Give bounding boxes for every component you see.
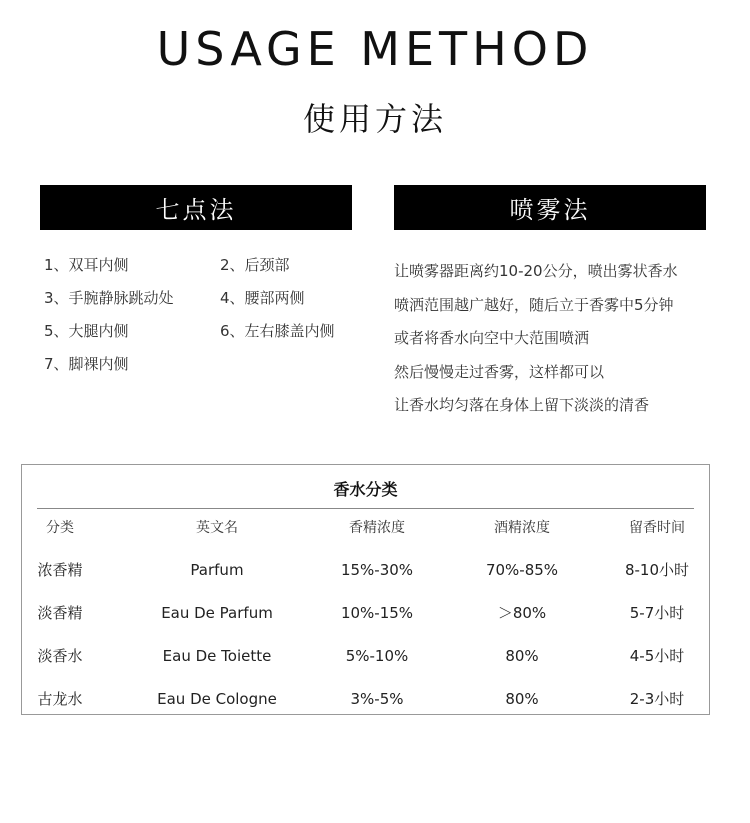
point-item: 7、脚裸内侧 (44, 355, 129, 373)
spray-method-text (394, 255, 734, 423)
table-header-row (22, 513, 709, 543)
table-row (22, 555, 709, 585)
cell-essence: 10%-15% (340, 604, 414, 622)
cell-english-name: Parfum (190, 561, 244, 579)
cell-lasting: 5-7小时 (629, 604, 685, 622)
cell-lasting: 8-10小时 (624, 561, 690, 579)
header-lasting-time: 留香时间 (629, 520, 685, 536)
cell-essence: 5%-10% (345, 647, 409, 665)
cell-category: 淡香水 (37, 647, 83, 665)
page-subtitle: 使用方法 (302, 100, 447, 138)
perfume-classification-table (21, 464, 710, 715)
point-item: 5、大腿内侧 (44, 322, 129, 340)
point-item: 3、手腕静脉跳动处 (44, 289, 174, 307)
point-item: 2、后颈部 (220, 256, 290, 274)
cell-lasting: 2-3小时 (629, 690, 685, 708)
header-essence-concentration: 香精浓度 (349, 520, 405, 536)
cell-english-name: Eau De Cologne (157, 690, 277, 708)
header-category: 分类 (46, 520, 74, 536)
header-english-name: 英文名 (196, 520, 238, 536)
page-title: USAGE METHOD (156, 22, 594, 76)
spray-line: 然后慢慢走过香雾，这样都可以 (394, 362, 605, 381)
spray-line: 让香水均匀落在身体上留下淡淡的清香 (394, 396, 650, 414)
cell-english-name: Eau De Parfum (161, 604, 273, 622)
point-item: 4、腰部两侧 (220, 289, 305, 307)
point-item: 1、双耳内侧 (44, 256, 129, 274)
seven-points-heading: 七点法 (40, 185, 352, 230)
cell-alcohol: 80% (505, 690, 539, 708)
cell-essence: 3%-5% (350, 690, 404, 708)
spray-method-heading: 喷雾法 (394, 185, 706, 230)
cell-alcohol: ＞80% (497, 604, 547, 622)
table-title: 香水分类 (333, 480, 398, 499)
table-divider (37, 508, 694, 509)
cell-alcohol: 70%-85% (485, 561, 559, 579)
cell-essence: 15%-30% (340, 561, 414, 579)
cell-lasting: 4-5小时 (629, 647, 685, 665)
header-alcohol-concentration: 酒精浓度 (494, 520, 550, 536)
table-row (22, 641, 709, 671)
table-row (22, 598, 709, 628)
table-row (22, 684, 709, 714)
point-item: 6、左右膝盖内侧 (220, 322, 335, 340)
cell-category: 淡香精 (37, 604, 83, 622)
cell-english-name: Eau De Toiette (162, 647, 272, 665)
cell-category: 浓香精 (37, 561, 83, 579)
cell-alcohol: 80% (505, 647, 539, 665)
spray-line: 或者将香水向空中大范围喷洒 (394, 329, 590, 347)
spray-line: 让喷雾器距离约10-20公分，喷出雾状香水 (394, 262, 678, 280)
cell-category: 古龙水 (37, 690, 83, 708)
spray-line: 喷洒范围越广越好，随后立于香雾中5分钟 (394, 295, 674, 314)
